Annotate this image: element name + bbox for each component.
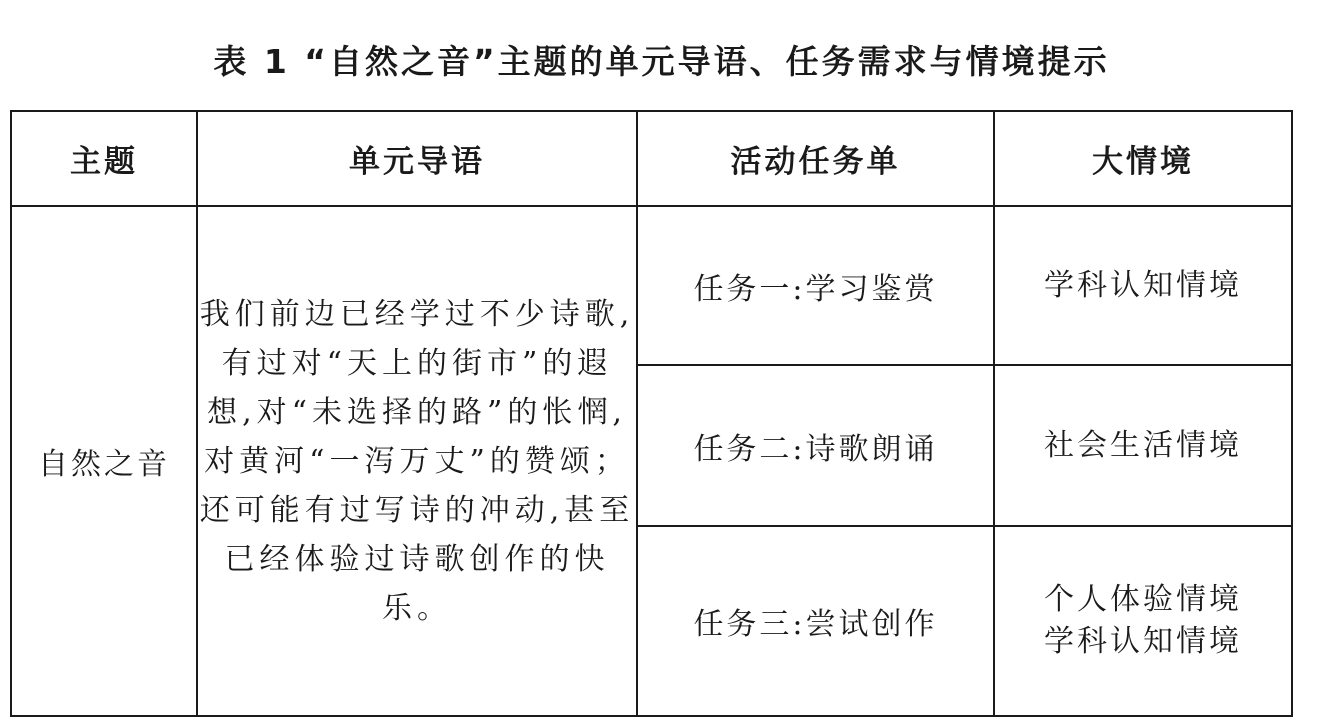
task-cell-2: 任务二:诗歌朗诵 [637, 365, 994, 526]
header-theme: 主题 [11, 111, 197, 206]
table-caption: 表 1 “自然之音”主题的单元导语、任务需求与情境提示 [213, 42, 1110, 81]
guide-text-cell: 我们前边已经学过不少诗歌,有过对“天上的街市”的遐想,对“未选择的路”的怅惘,对黄河“一泻万丈”的赞颂；还可能有过写诗的冲动,甚至已经体验过诗歌创作的快乐。 [197, 206, 637, 716]
scene-label: 个人体验情境 [1044, 582, 1242, 617]
scene-cell-1 [994, 206, 1292, 365]
header-guide: 单元导语 [197, 111, 637, 206]
table-header-row [11, 111, 1292, 206]
scene-cell-3 [994, 526, 1292, 716]
header-task: 活动任务单 [637, 111, 994, 206]
scene-label: 学科认知情境 [1044, 267, 1242, 303]
task-cell-3: 任务三:尝试创作 [637, 526, 994, 716]
theme-cell: 自然之音 [11, 206, 197, 716]
theme-table [10, 110, 1293, 717]
scene-label: 社会生活情境 [1044, 427, 1242, 463]
table-row [11, 206, 1292, 365]
task-cell-1: 任务一:学习鉴赏 [637, 206, 994, 365]
scene-label: 学科认知情境 [1044, 624, 1242, 659]
header-scene: 大情境 [994, 111, 1292, 206]
scene-cell-2 [994, 365, 1292, 526]
